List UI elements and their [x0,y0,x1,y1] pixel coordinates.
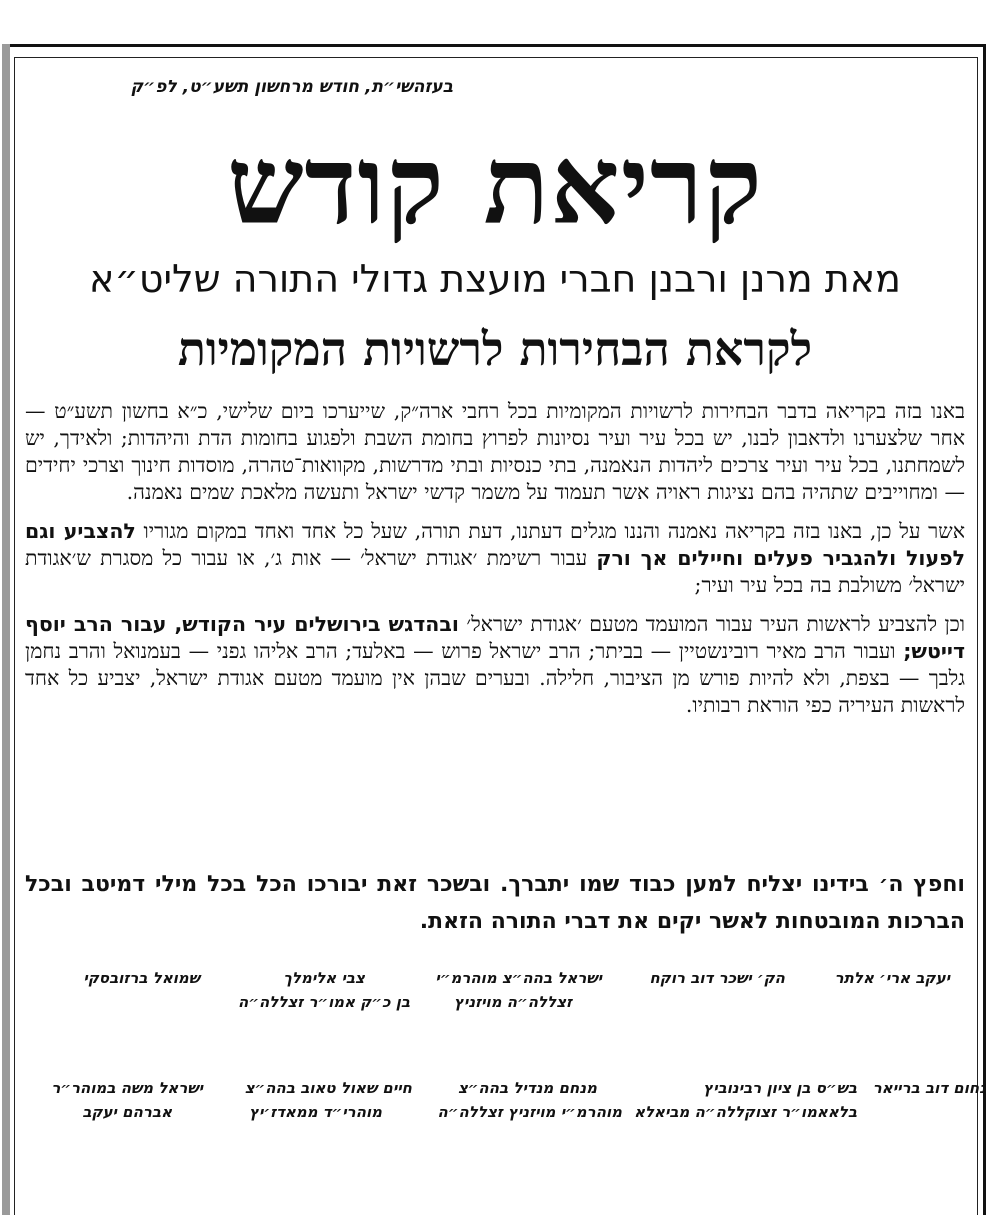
paragraph-3-text-b: ועבור הרב מאיר רובינשטיין — בביתר; הרב ישראל פרוש — באלעד; הרב אליהו גפני — בעמנואל והרב נחמן גלבך — בצפת, ולא להיות פורש מן הציבור, חלילה. ובערים שבהן אין מועמד מטעם אגודת ישראל, יצביע כל אחד לראשות העיריה כפי הוראת רבותיו. [25,639,965,717]
signature-7 [634,1076,857,1124]
headline: קריאת קודש [227,123,763,249]
paragraph-2-emphasis: להצביע וגם לפעול ולהגביר פעלים וחיילים אך ורק [25,519,965,570]
signature-4 [238,966,410,1014]
signature-7-line-1: בש״ס בן ציון רבינוביץ [703,1079,857,1097]
signature-3 [435,966,602,1014]
paragraph-3-emphasis: ובהדגש בירושלים עיר הקודש, עבור הרב יוסף דייטש; [25,612,965,663]
body-text [25,398,965,731]
paragraph-3 [25,611,965,719]
signature-4-line-1: צבי אלימלך [283,969,365,987]
signature-2: הק׳ ישכר דוב רוקח [649,969,785,987]
signature-8 [438,1076,622,1124]
signature-10-line-1: ישראל משה במוהר״ר [51,1079,203,1097]
signature-3-line-2: זצללה״ה מויזניץ [454,993,572,1011]
dateline: בעזהשי״ת, חודש מרחשון תשע״ט, לפ״ק [130,77,453,97]
signature-5: שמואל ברזובסקי [83,969,200,987]
paragraph-2-text-a: אשר על כן, באנו בזה בקריאה נאמנה והננו מגלים דעתנו, דעת תורה, שעל כל אחד ואחד במקום מגוריו [135,519,965,543]
signature-8-line-2: מוהרמ״י מויזניץ זצללה״ה [437,1103,622,1121]
signature-10 [51,1076,203,1124]
subtitle: מאת מרנן ורבנן חברי מועצת גדולי התורה שליט״א [89,257,901,301]
paragraph-2 [25,518,965,599]
paragraph-1: באנו בזה בקריאה בדבר הבחירות לרשויות המקומיות בכל רחבי ארה״ק, שייערכו ביום שלישי, כ״א בחשון תשע״ט — אחר שלצערנו ולדאבון לבנו, יש בכל עיר ועיר נסיונות לפרוץ בחומת השבת ולפגוע בחומות הדת והיהדות; ולאידך, יש לשמחתנו, בכל עיר ועיר צרכים ליהדות הנאמנה, בתי כנסיות ובתי מדרשות, מקוואות־טהרה, מוסדות חינוך וצרכי יחידים — ומחוייבים שתהיה בהם נציגות ראויה אשר תעמוד על משמר קדשי ישראל ותעשה מלאכת שמים נאמנה. [25,399,965,504]
closing-blessing: וחפץ ה׳ בידינו יצליח למען כבוד שמו יתברך. ובשכר זאת יבורכו הכל בכל מילי דמיטב ובכל הברכות המובטחות לאשר יקים את דברי התורה הזאת. [25,872,965,934]
signature-6: נחום דוב ברייאר [872,1079,986,1097]
signature-3-line-1: ישראל בהה״צ מוהרמ״י [435,969,602,987]
signature-7-line-2: בלאאמו״ר זצוקללה״ה מביאלא [634,1103,857,1121]
paragraph-3-text-a: וכן להצביע לראשות העיר עבור המועמד מטעם ׳אגודת ישראל׳ [458,612,965,636]
paragraph-2-text-b: עבור רשימת ׳אגודת ישראל׳ — אות ג׳, או עבור כל מסגרת ש׳אגודת ישראל׳ משולבת בה בכל עיר ועיר; [25,546,965,597]
signature-8-line-1: מנחם מנדיל בהה״צ [457,1079,597,1097]
signature-9 [245,1076,412,1124]
signature-4-line-2: בן כ״ק אמו״ר זצללה״ה [238,993,410,1011]
signature-1: יעקב ארי׳ אלתר [834,969,950,987]
secondary-heading: לקראת הבחירות לרשויות המקומיות [177,322,813,376]
signature-9-line-1: חיים שאול טאוב בהה״צ [244,1079,412,1097]
signature-9-line-2: מוהרי״ד ממאדז׳יץ [249,1103,382,1121]
signature-10-line-2: אברהם יעקב [82,1103,172,1121]
